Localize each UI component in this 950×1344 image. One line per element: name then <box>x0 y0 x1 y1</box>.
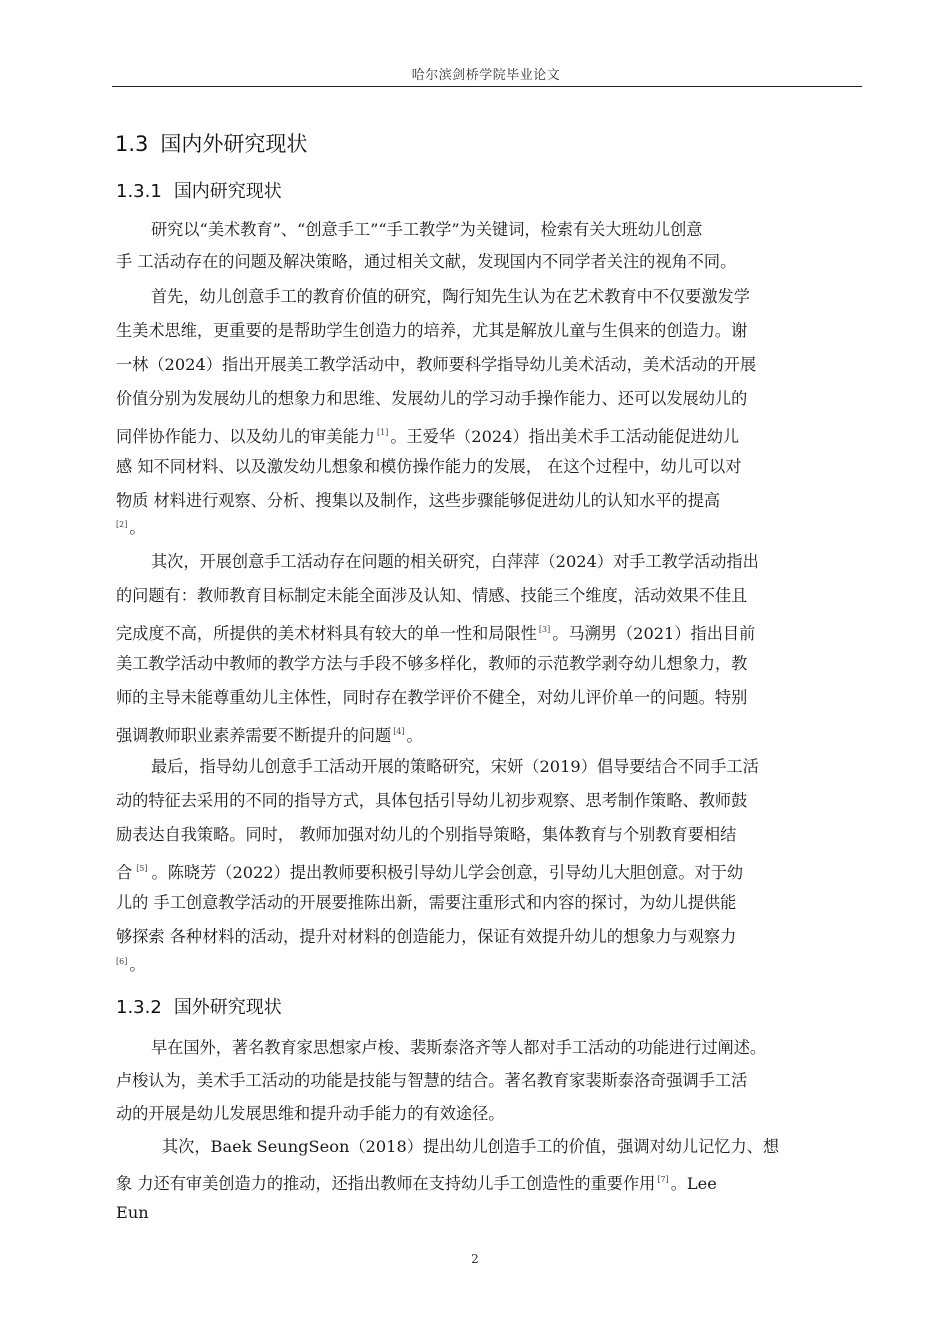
body-line: 一林（2024）指出开展美工教学活动中，教师要科学指导幼儿美术活动，美术活动的开展 <box>116 355 757 374</box>
body-line: 最后，指导幼儿创意手工活动开展的策略研究，宋妍（2019）倡导要结合不同手工活 <box>151 757 759 776</box>
subsection-number: 1.3.1 <box>116 181 162 202</box>
line-text: 。Lee <box>670 1174 717 1193</box>
body-line <box>116 514 146 539</box>
body-line <box>116 619 755 645</box>
body-line: 卢梭认为，美术手工活动的功能是技能与智慧的结合。著名教育家裴斯泰洛奇强调手工活 <box>116 1071 748 1090</box>
line-text: 。王爱华（2024）指出美术手工活动能促进幼儿 <box>390 427 740 446</box>
body-line: 价值分别为发展幼儿的想象力和思维、发展幼儿的学习动手操作能力、还可以发展幼儿的 <box>116 389 748 408</box>
body-line: 动的特征去采用的不同的指导方式，具体包括引导幼儿初步观察、思考制作策略、教师鼓 <box>116 791 748 810</box>
body-line: 师的主导未能尊重幼儿主体性，同时存在教学评价不健全，对幼儿评价单一的问题。特别 <box>116 688 748 707</box>
citation: [6] <box>116 957 128 966</box>
body-line: 手 工活动存在的问题及解决策略，通过相关文献，发现国内不同学者关注的视角不同。 <box>116 252 737 271</box>
section-heading <box>115 128 307 158</box>
line-text: 。 <box>406 726 423 745</box>
section-title: 国内外研究现状 <box>160 132 308 156</box>
line-text: 。 <box>129 955 146 974</box>
line-text: 合 <box>116 863 133 882</box>
body-line: 够探索 各种材料的活动，提升对材料的创造能力，保证有效提升幼儿的想象力与观察力 <box>116 927 737 946</box>
body-line: 物质 材料进行观察、分析、搜集以及制作，这些步骤能够促进幼儿的认知水平的提高 <box>116 491 721 510</box>
body-line <box>116 422 739 448</box>
citation: [1] <box>377 428 389 437</box>
subsection-number: 1.3.2 <box>116 997 162 1018</box>
page-number: 2 <box>471 1252 479 1266</box>
subsection-title: 国内研究现状 <box>173 181 282 202</box>
body-line: 生美术思维，更重要的是帮助学生创造力的培养，尤其是解放儿童与生俱来的创造力。谢 <box>116 321 748 340</box>
citation: [5] <box>136 864 148 873</box>
subsection-title: 国外研究现状 <box>173 997 282 1018</box>
body-line: 首先，幼儿创意手工的教育价值的研究，陶行知先生认为在艺术教育中不仅要激发学 <box>151 287 750 306</box>
body-line: Eun <box>116 1203 149 1222</box>
section-number: 1.3 <box>115 132 149 156</box>
line-text: 同伴协作能力、以及幼儿的审美能力 <box>116 427 375 446</box>
body-line <box>116 951 146 976</box>
citation: [3] <box>538 625 551 634</box>
line-text: 。马溯男（2021）指出目前 <box>552 624 756 643</box>
subsection-heading-domestic <box>116 177 282 203</box>
citation: [4] <box>393 727 405 736</box>
body-line: 研究以“美术教育”、“创意手工”“手工教学”为关键词，检索有关大班幼儿创意 <box>151 220 703 239</box>
line-text: 。 <box>129 518 146 537</box>
line-text: 完成度不高，所提供的美术材料具有较大的单一性和局限性 <box>116 624 537 643</box>
body-line: 其次，Baek SeungSeon（2018）提出幼儿创造手工的价值，强调对幼儿记忆力、想 <box>162 1137 780 1156</box>
body-line: 动的开展是幼儿发展思维和提升动手能力的有效途径。 <box>116 1104 505 1123</box>
body-line: 早在国外，著名教育家思想家卢梭、裴斯泰洛齐等人都对手工活动的功能进行过阐述。 <box>151 1038 767 1057</box>
body-line <box>116 721 423 747</box>
line-text: 。陈晓芳（2022）提出教师要积极引导幼儿学会创意，引导幼儿大胆创意。对于幼 <box>151 863 744 882</box>
body-line: 美工教学活动中教师的教学方法与手段不够多样化，教师的示范教学剥夺幼儿想象力，教 <box>116 654 748 673</box>
citation: [2] <box>116 520 128 529</box>
header-rule <box>112 86 862 87</box>
subsection-heading-foreign <box>116 993 282 1019</box>
body-line: 儿的 手工创意教学活动的开展要推陈出新，需要注重形式和内容的探讨，为幼儿提供能 <box>116 893 737 912</box>
line-text: 象 力还有审美创造力的推动，还指出教师在支持幼儿手工创造性的重要作用 <box>116 1174 656 1193</box>
body-line <box>116 1169 717 1195</box>
body-line: 的问题有：教师教育目标制定未能全面涉及认知、情感、技能三个维度，活动效果不佳且 <box>116 586 748 605</box>
body-line: 其次，开展创意手工活动存在问题的相关研究，白萍萍（2024）对手工教学活动指出 <box>151 552 759 571</box>
line-text: 强调教师职业素养需要不断提升的问题 <box>116 726 392 745</box>
citation: [7] <box>657 1175 669 1184</box>
running-header: 哈尔滨剑桥学院毕业论文 <box>411 68 561 83</box>
body-line <box>116 858 743 884</box>
body-line: 励表达自我策略。同时， 教师加强对幼儿的个别指导策略，集体教育与个别教育要相结 <box>116 825 737 844</box>
body-line: 感 知不同材料、以及激发幼儿想象和模仿操作能力的发展， 在这个过程中，幼儿可以对 <box>116 457 742 476</box>
